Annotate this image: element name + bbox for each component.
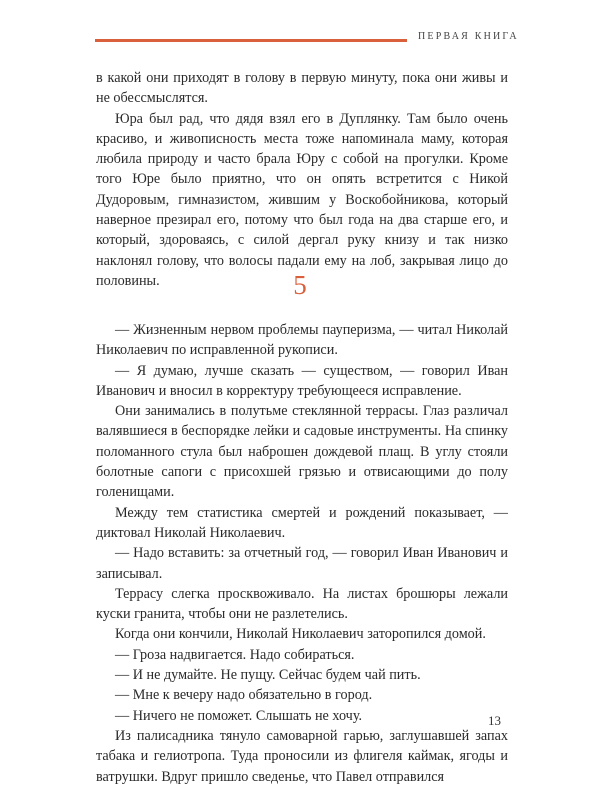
paragraph: — И не думайте. Не пущу. Сейчас будем чай пить. [115,667,421,684]
paragraph: Когда они кончили, Николай Николаевич заторопился домой. [115,626,486,643]
paragraph: — Ничего не поможет. Слышать не хочу. [115,707,363,724]
running-header: ПЕРВАЯ КНИГА [418,31,519,42]
header-rule [95,39,407,42]
paragraph: — Надо вставить: за отчетный год, — говорил Иван Иванович и записывал. [96,545,508,582]
paragraph: Юра был рад, что дядя взял его в Дуплянку. Там было очень красиво, и живописность места тоже напоминала маму, которая любила природу и часто брала Юру с собой на прогулки. Кроме того Юре было приятно, что он опять встретится с Никой Дудоровым, гимназистом, жившим у Воскобойникова, который наверное презирал его, потому что был года на два старше его, и который, здороваясь, с силой дергал руку книзу и так низко наклонял голову, что волосы падали ему на лоб, закрывая лицо до половины. [96,110,508,289]
chapter-text [96,320,508,787]
paragraph: — Я думаю, лучше сказать — существом, — говорил Иван Иванович и вносил в корректуру требующееся исправление. [96,362,508,399]
paragraph: Из палисадника тянуло самоварной гарью, заглушавшей запах табака и гелиотропа. Туда проносили из флигеля каймак, ягоды и ватрушки. Вдруг пришло сведенье, что Павел отправился [96,727,508,785]
paragraph: — Гроза надвигается. Надо собираться. [115,646,355,663]
paragraph: — Мне к вечеру надо обязательно в город. [115,687,373,704]
paragraph: Между тем статистика смертей и рождений показывает, — диктовал Николай Николаевич. [96,504,508,541]
paragraph: — Жизненным нервом проблемы пауперизма, — читал Николай Николаевич по исправленной рукописи. [96,322,508,359]
paragraph: Они занимались в полутьме стеклянной террасы. Глаз различал валявшиеся в беспорядке лейки и садовые инструменты. На спинку поломанного стула был наброшен дождевой плащ. В углу стояли болотные сапоги с присохшей грязью и отвисающими до полу голенищами. [96,403,508,501]
paragraph: Террасу слегка просквоживало. На листах брошюры лежали куски гранита, чтобы они не разлетелись. [96,585,508,623]
paragraph: в какой они приходят в голову в первую минуту, пока они живы и не обессмыслятся. [96,70,508,107]
page-number: 13 [488,713,501,728]
chapter-number: 5 [293,270,307,300]
top-text [96,68,508,291]
